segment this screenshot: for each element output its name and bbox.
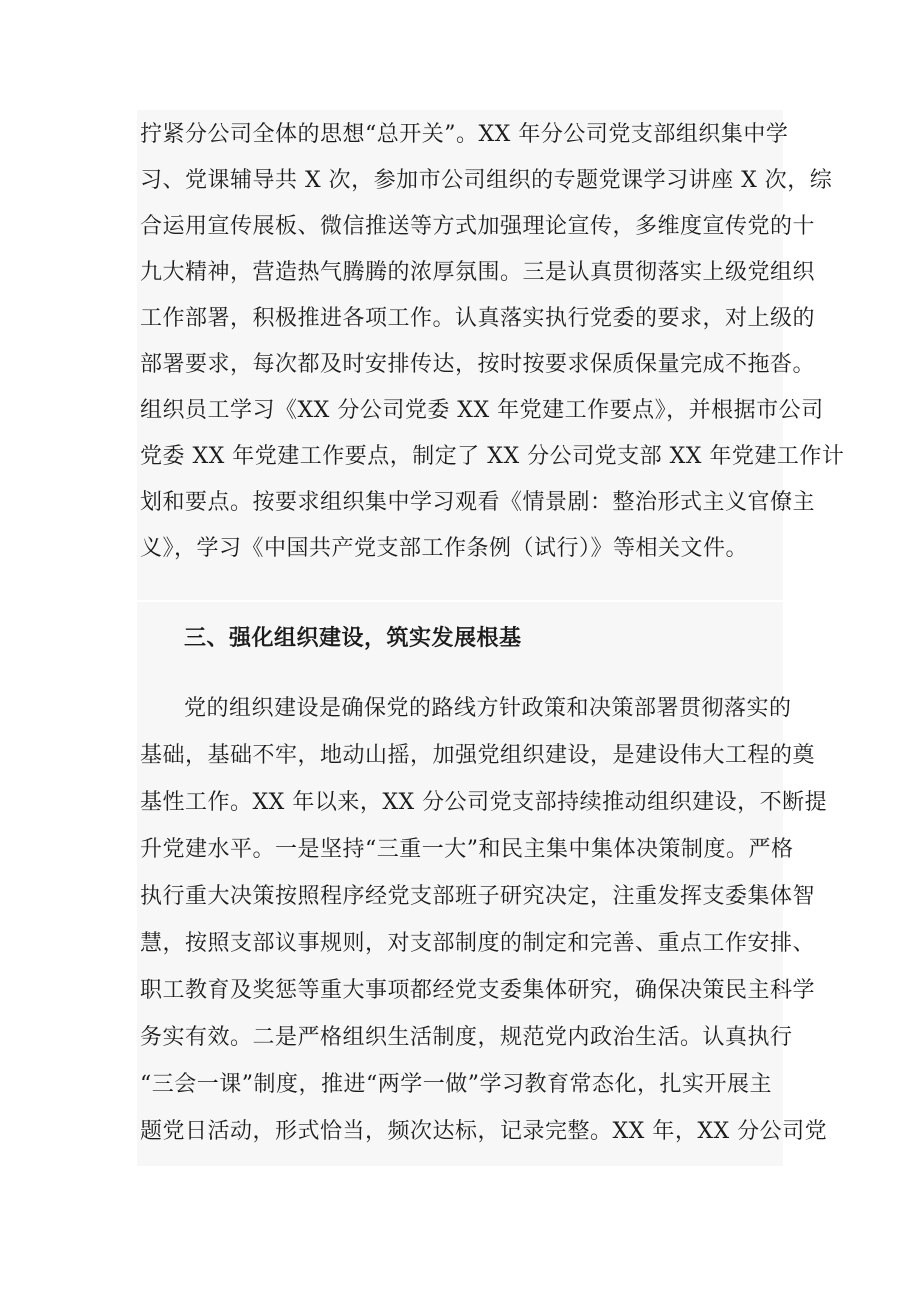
paragraph-line: 九大精神，营造热气腾腾的浓厚氛围。三是认真贯彻落实上级党组织 [140, 260, 816, 285]
paragraph-line: 义》，学习《中国共产党支部工作条例（试行）》等相关文件。 [140, 536, 749, 561]
paragraph-line: 基础，基础不牢，地动山摇，加强党组织建设，是建设伟大工程的奠 [140, 743, 816, 768]
paragraph-line: 执行重大决策按照程序经党支部班子研究决定，注重发挥支委集体智 [140, 884, 816, 909]
paragraph-line: 工作部署，积极推进各项工作。认真落实执行党委的要求，对上级的 [140, 306, 816, 331]
paragraph-line: 职工教育及奖惩等重大事项都经党支委集体研究，确保决策民主科学 [140, 978, 816, 1003]
paragraph-line: 题党日活动，形式恰当，频次达标，记录完整。XX 年，XX 分公司党 [140, 1119, 828, 1144]
paragraph-line: 慧，按照支部议事规则，对支部制度的制定和完善、重点工作安排、 [140, 931, 816, 956]
paragraph-line: 习、党课辅导共 X 次，参加市公司组织的专题党课学习讲座 X 次，综 [140, 168, 833, 193]
paragraph-line: 升党建水平。一是坚持“三重一大”和民主集中集体决策制度。严格 [140, 837, 794, 862]
paragraph-line: 合运用宣传展板、微信推送等方式加强理论宣传，多维度宣传党的十 [140, 214, 816, 239]
paragraph-line: 拧紧分公司全体的思想“总开关”。XX 年分公司党支部组织集中学 [140, 122, 789, 147]
paragraph-line: 划和要点。按要求组织集中学习观看《情景剧：整治形式主义官僚主 [140, 490, 816, 515]
paragraph-line: 基性工作。XX 年以来，XX 分公司党支部持续推动组织建设，不断提 [140, 790, 828, 815]
paragraph-line: 部署要求，每次都及时安排传达，按时按要求保质保量完成不拖沓。 [140, 352, 816, 377]
paragraph-line: 党的组织建设是确保党的路线方针政策和决策部署贯彻落实的 [184, 696, 792, 721]
paragraph-line: “三会一课”制度，推进“两学一做”学习教育常态化，扎实开展主 [140, 1072, 772, 1097]
paragraph-line: 党委 XX 年党建工作要点，制定了 XX 分公司党支部 XX 年党建工作计 [140, 444, 845, 469]
paragraph-line: 务实有效。二是严格组织生活制度，规范党内政治生活。认真执行 [140, 1025, 793, 1050]
section-heading: 三、强化组织建设，筑实发展根基 [184, 625, 522, 651]
paragraph-line: 组织员工学习《XX 分公司党委 XX 年党建工作要点》，并根据市公司 [140, 398, 824, 423]
